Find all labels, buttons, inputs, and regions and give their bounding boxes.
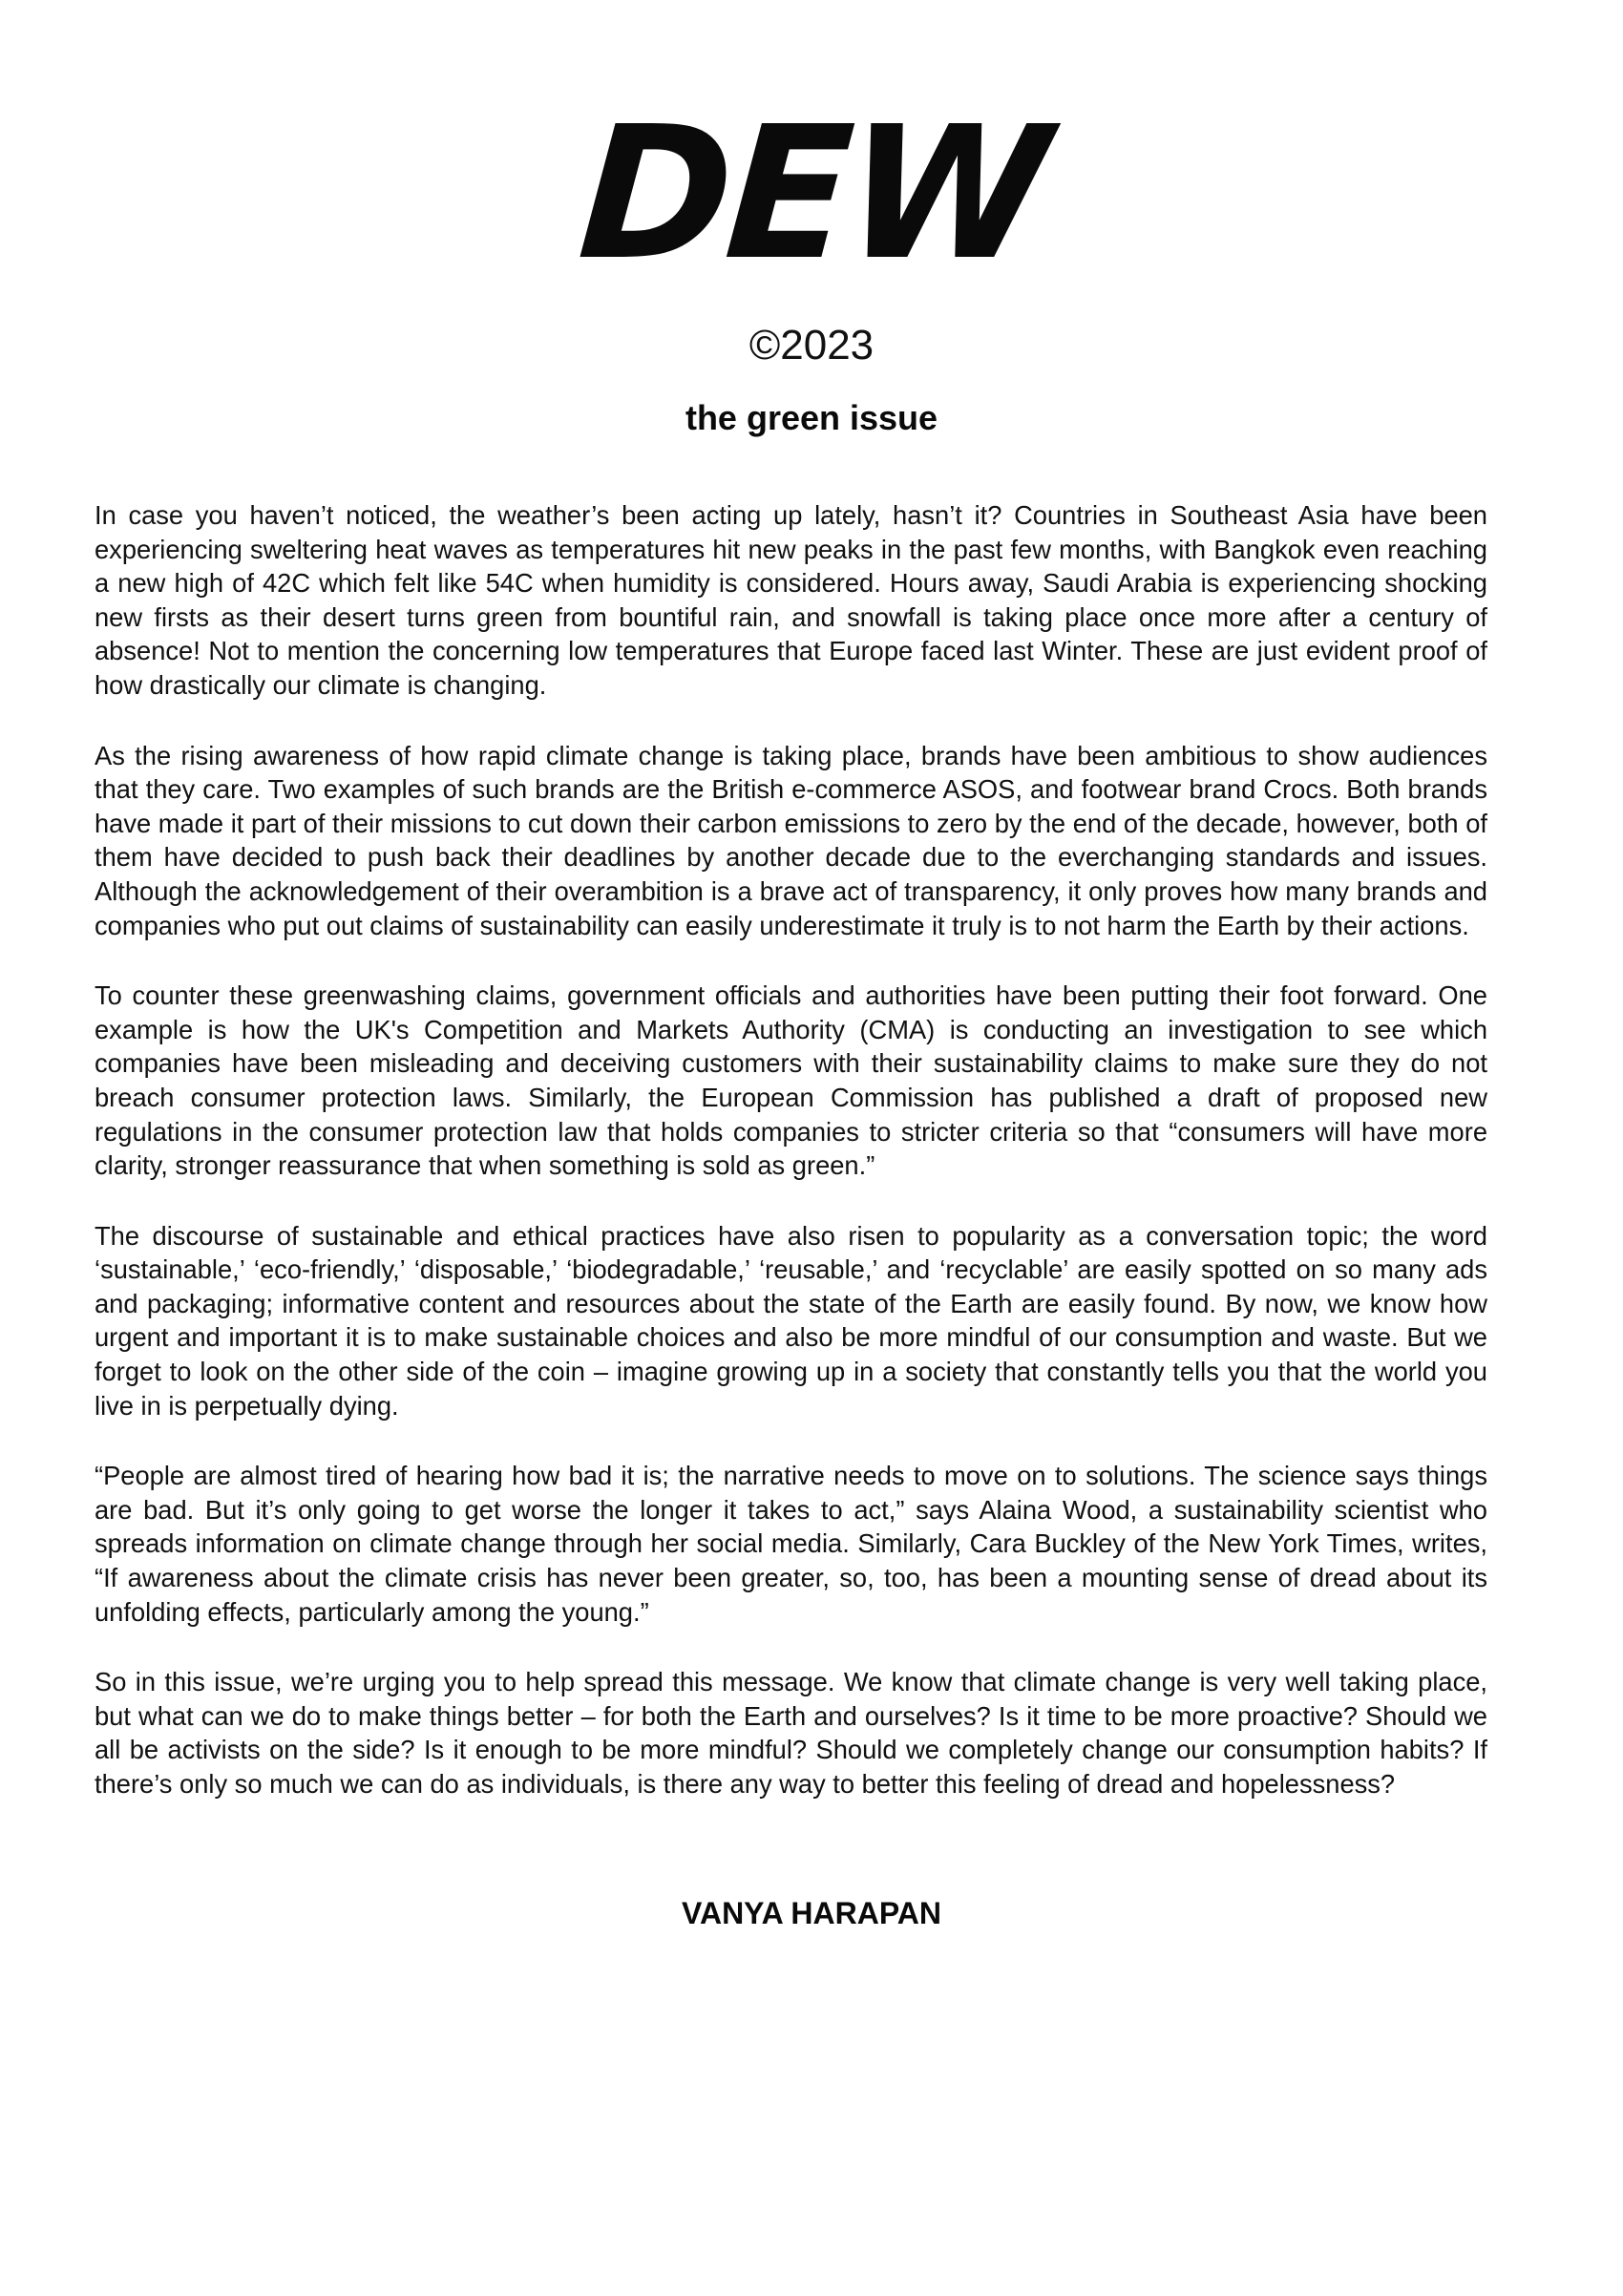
issue-title: the green issue xyxy=(685,398,938,437)
masthead xyxy=(0,88,1623,301)
article-paragraph-3: To counter these greenwashing claims, government officials and authorities have been putting their foot forward. One example is how the UK's Competition and Markets Authority (CMA) is conducting an investigation to see which companies have been misleading and deceiving customers with their sustainability claims to make sure they do not breach consumer protection laws. Similarly, the European Commission has published a draft of proposed new regulations in the consumer protection law that holds companies to stricter criteria so that “consumers will have more clarity, stronger reassurance that when something is sold as green.” xyxy=(95,980,1487,1181)
author-signature: VANYA HARAPAN xyxy=(681,1896,942,1930)
article-paragraph-6: So in this issue, we’re urging you to help spread this message. We know that climate change is very well taking place, but what can we do to make things better – for both the Earth and ourselves? Is it time to be more proactive? Should we all be activists on the side? Is it enough to be more mindful? Should we completely change our consumption habits? If there’s only so much we can do as individuals, is there any way to better this feeling of dread and hopelessness? xyxy=(95,1667,1487,1799)
magazine-logo: DEW xyxy=(573,88,1050,301)
article-paragraph-5: “People are almost tired of hearing how bad it is; the narrative needs to move on to solutions. The science says things are bad. But it’s only going to get worse the longer it takes to act,” says Alaina Wood, a sustainability scientist who spreads information on climate change through her social media. Similarly, Cara Buckley of the New York Times, writes, “If awareness about the climate crisis has never been greater, so, too, has been a mounting sense of dread about its unfolding effects, particularly among the young.” xyxy=(95,1461,1487,1627)
article-paragraph-4: The discourse of sustainable and ethical practices have also risen to popularity as a conversation topic; the word ‘sustainable,’ ‘eco-friendly,’ ‘disposable,’ ‘biodegradable,’ ‘reusable,’ and ‘recyclable’ are easily spotted on so many ads and packaging; informative content and resources about the state of the Earth are easily found. By now, we know how urgent and important it is to make sustainable choices and also be more mindful of our consumption and waste. But we forget to look on the other side of the coin – imagine growing up in a society that constantly tells you that the world you live in is perpetually dying. xyxy=(95,1220,1487,1421)
copyright-year: ©2023 xyxy=(748,322,875,369)
article-paragraph-2: As the rising awareness of how rapid climate change is taking place, brands have been ambitious to show audiences that they care. Two examples of such brands are the British e-commerce ASOS, and footwear brand Crocs. Both brands have made it part of their missions to cut down their carbon emissions to zero by the end of the decade, however, both of them have decided to push back their deadlines by another decade due to the everchanging standards and issues. Although the acknowledgement of their overambition is a brave act of transparency, it only proves how many brands and companies who put out claims of sustainability can easily underestimate it truly is to not harm the Earth by their actions. xyxy=(95,740,1487,940)
article-paragraph-1: In case you haven’t noticed, the weather’s been acting up lately, hasn’t it? Countries in Southeast Asia have been experiencing sweltering heat waves as temperatures hit new peaks in the past few months, with Bangkok even reaching a new high of 42C which felt like 54C when humidity is considered. Hours away, Saudi Arabia is experiencing shocking new firsts as their desert turns green from bountiful rain, and snowfall is taking place once more after a century of absence! Not to mention the concerning low temperatures that Europe faced last Winter. These are just evident proof of how drastically our climate is changing. xyxy=(95,500,1487,700)
editorial-article xyxy=(95,498,1487,1801)
